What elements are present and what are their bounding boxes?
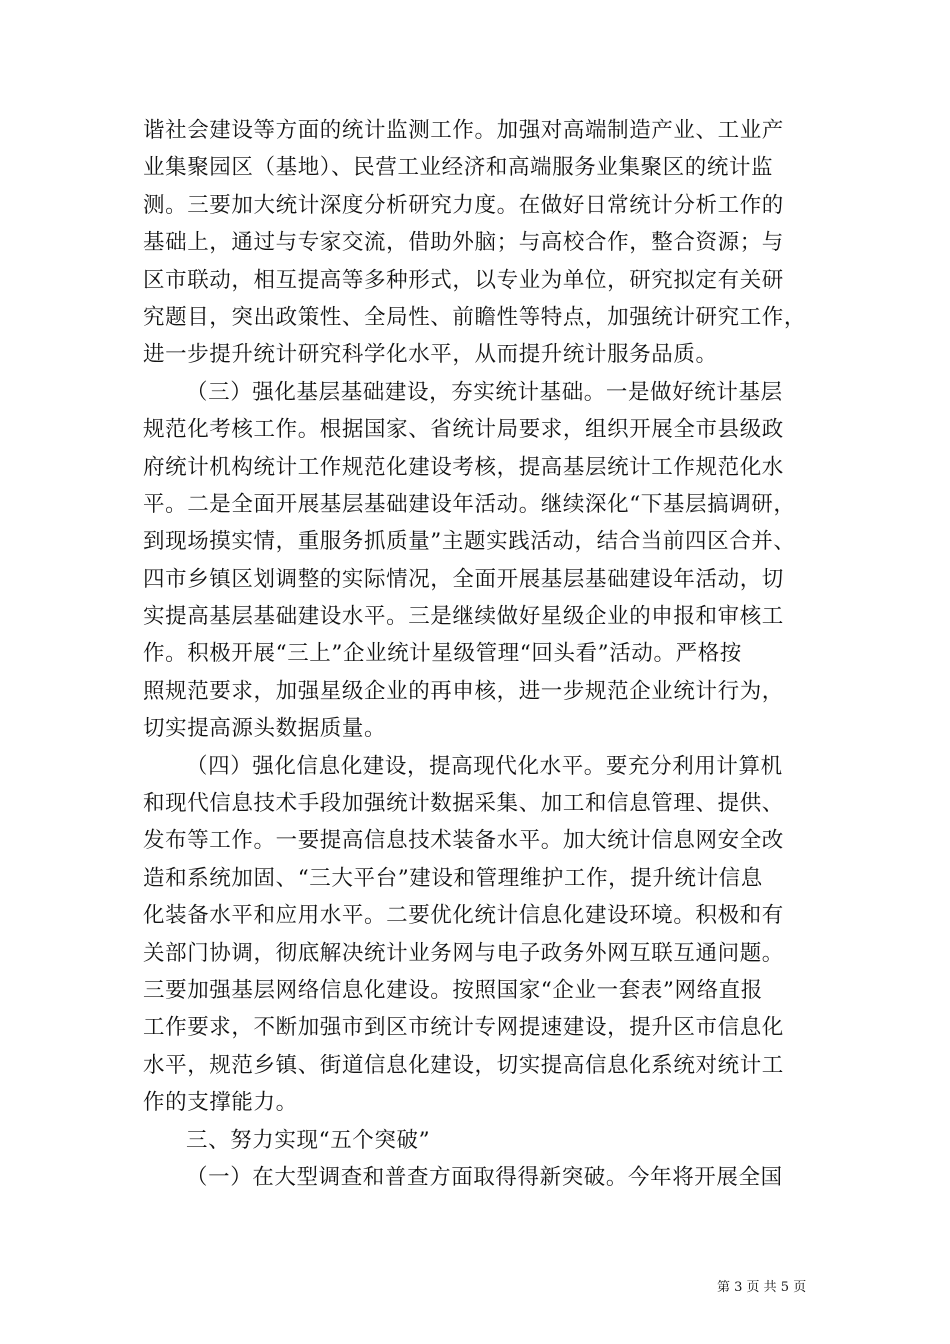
text-line: 测。三要加大统计深度分析研究力度。在做好日常统计分析工作的 bbox=[143, 192, 784, 218]
text-line: 进一步提升统计研究科学化水平，从而提升统计服务品质。 bbox=[143, 342, 718, 368]
text-line: 化装备水平和应用水平。二要优化统计信息化建设环境。积极和有 bbox=[143, 903, 784, 929]
text-line: 四市乡镇区划调整的实际情况，全面开展基层基础建设年活动，切 bbox=[143, 566, 784, 592]
text-line: 水平，规范乡镇、街道信息化建设，切实提高信息化系统对统计工 bbox=[143, 1052, 784, 1078]
document-body bbox=[143, 112, 811, 1196]
text-line: 三要加强基层网络信息化建设。按照国家“企业一套表”网络直报 bbox=[143, 977, 763, 1003]
text-line: 发布等工作。一要提高信息技术装备水平。加大统计信息网安全改 bbox=[143, 828, 784, 854]
page-number-footer: 第 3 页 共 5 页 bbox=[717, 1280, 807, 1295]
text-line: 作。积极开展“三上”企业统计星级管理“回头看”活动。严格按 bbox=[143, 641, 742, 667]
text-line: 规范化考核工作。根据国家、省统计局要求，组织开展全市县级政 bbox=[143, 417, 784, 443]
text-line: 实提高基层基础建设水平。三是继续做好星级企业的申报和审核工 bbox=[143, 604, 784, 630]
text-line: 到现场摸实情，重服务抓质量”主题实践活动，结合当前四区合并、 bbox=[143, 529, 796, 555]
text-line: 究题目，突出政策性、全局性、前瞻性等特点，加强统计研究工作， bbox=[143, 304, 807, 330]
paragraph-start-line: （四）强化信息化建设，提高现代化水平。要充分利用计算机 bbox=[186, 753, 783, 779]
text-line: 造和系统加固、“三大平台”建设和管理维护工作，提升统计信息 bbox=[143, 865, 763, 891]
text-line: 基础上，通过与专家交流，借助外脑；与高校合作，整合资源；与 bbox=[143, 230, 784, 256]
text-line: 关部门协调，彻底解决统计业务网与电子政务外网互联互通问题。 bbox=[143, 940, 784, 966]
paragraph-start-line: （三）强化基层基础建设，夯实统计基础。一是做好统计基层 bbox=[186, 379, 783, 405]
text-line: 平。二是全面开展基层基础建设年活动。继续深化“下基层搞调研， bbox=[143, 491, 796, 517]
text-line: 作的支撑能力。 bbox=[143, 1090, 298, 1116]
text-line: 区市联动，相互提高等多种形式，以专业为单位，研究拟定有关研 bbox=[143, 267, 784, 293]
text-line: 和现代信息技术手段加强统计数据采集、加工和信息管理、提供、 bbox=[143, 791, 784, 817]
text-line: 府统计机构统计工作规范化建设考核，提高基层统计工作规范化水 bbox=[143, 454, 784, 480]
text-line: 工作要求，不断加强市到区市统计专网提速建设，提升区市信息化 bbox=[143, 1015, 784, 1041]
text-line: 谐社会建设等方面的统计监测工作。加强对高端制造产业、工业产 bbox=[143, 118, 784, 143]
section-heading: 三、努力实现“五个突破” bbox=[186, 1127, 431, 1153]
text-line: 业集聚园区（基地）、民营工业经济和高端服务业集聚区的统计监 bbox=[143, 155, 774, 181]
text-line: 照规范要求，加强星级企业的再申核，进一步规范企业统计行为， bbox=[143, 678, 784, 704]
text-line: 切实提高源头数据质量。 bbox=[143, 716, 387, 742]
paragraph-start-line: （一）在大型调查和普查方面取得得新突破。今年将开展全国 bbox=[186, 1164, 783, 1190]
